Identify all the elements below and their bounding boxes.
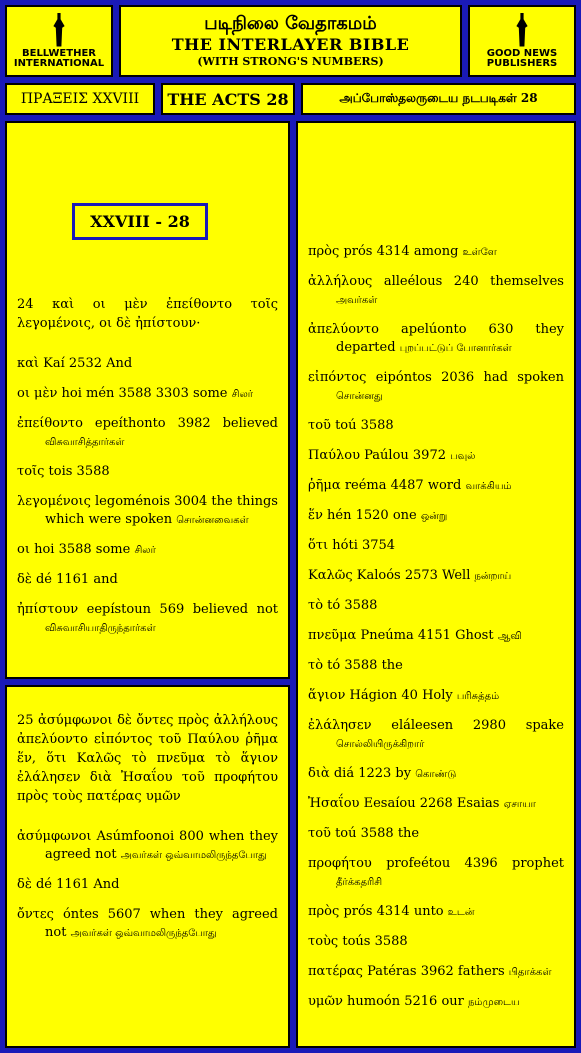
- greek-word: Καλῶς: [308, 568, 353, 583]
- left-logo-box: [2, 2, 116, 80]
- transliteration-gloss: tois 3588: [48, 464, 110, 479]
- tamil-gloss: உடன்: [447, 907, 475, 918]
- tamil-gloss: விசுவாசியாதிருந்தார்கள்: [45, 623, 156, 634]
- greek-word: ἐπείθοντο: [17, 416, 83, 431]
- tamil-gloss: புறப்பட்டுப் போனார்கள்: [399, 343, 512, 354]
- transliteration-gloss: hén 1520 one: [327, 508, 417, 523]
- transliteration-gloss: hoi mén 3588 3303 some: [61, 386, 228, 401]
- left-logo-line2: INTERNATIONAL: [13, 58, 105, 69]
- transliteration-gloss: reéma 4487 word: [344, 478, 462, 493]
- transliteration-gloss: Kaloós 2573 Well: [356, 568, 471, 583]
- word-entry: [308, 597, 564, 616]
- shepherd-icon: [514, 13, 530, 47]
- word-entry: [17, 828, 278, 865]
- greek-word: πρὸς: [308, 904, 340, 919]
- shepherd-icon: [51, 13, 67, 47]
- tamil-gloss: ஏசாயா: [503, 799, 536, 810]
- transliteration-gloss: diá 1223 by: [333, 766, 412, 781]
- word-entry: [308, 717, 564, 754]
- word-entry: [308, 321, 564, 358]
- greek-book-box: [2, 80, 158, 118]
- greek-word: πρὸς: [308, 244, 340, 259]
- word-entry: [17, 906, 278, 943]
- word-entry: [308, 567, 564, 586]
- right-logo-line1: GOOD NEWS: [486, 47, 558, 59]
- word-entry: [308, 855, 564, 892]
- verse-25-text: 25 ἀσύμφωνοι δὲ ὄντες πρὸς ἀλλήλους ἀπελύοντο εἰπόντος τοῦ Παύλου ῥῆμα ἕν, ὅτι Καλῶς τὸ πνεῦμα τὸ ἅγιον ἐλάλησεν διὰ Ἠσαΐου τοῦ προφήτου πρὸς τοὺς πατέρας υμῶν: [17, 713, 278, 804]
- verse-24-text: 24 καὶ οι μὲν ἐπείθοντο τοῖς λεγομένοις, οι δὲ ἠπίστουν·: [17, 297, 278, 331]
- transliteration-gloss: Asúmfoonoi 800 when they agreed not: [45, 829, 278, 862]
- word-entry: [308, 273, 564, 310]
- word-entry: [308, 993, 564, 1012]
- right-logo-box: [465, 2, 579, 80]
- transliteration-gloss: eláleesen 2980 spake: [391, 718, 565, 733]
- transliteration-gloss: Kaí 2532 And: [43, 356, 133, 371]
- transliteration-gloss: toú 3588 the: [335, 826, 420, 841]
- tamil-gloss: பவுல்: [450, 451, 476, 462]
- verse-25-continued-word-list: [308, 243, 564, 1012]
- greek-word: Παύλου: [308, 448, 360, 463]
- greek-word: ἀπελύοντο: [308, 322, 379, 337]
- bellwether-logo: [5, 5, 113, 77]
- english-book-title: THE ACTS 28: [161, 83, 295, 115]
- transliteration-gloss: apelúonto 630 they departed: [336, 322, 564, 355]
- greek-word: ἐλάλησεν: [308, 718, 372, 733]
- word-entry: [17, 541, 278, 560]
- greek-word: πατέρας: [308, 964, 363, 979]
- transliteration-gloss: Eesaíou 2268 Esaias: [363, 796, 500, 811]
- transliteration-gloss: eepístoun 569 believed not: [86, 602, 278, 617]
- verse-25-content: [5, 685, 290, 1048]
- word-entry: [17, 601, 278, 638]
- transliteration-gloss: óntes 5607 when they agreed not: [45, 907, 278, 940]
- verse-25-panel: [2, 682, 293, 1051]
- transliteration-gloss: alleélous 240 themselves: [383, 274, 564, 289]
- title-box: [116, 2, 465, 80]
- greek-word: τοὺς: [308, 934, 339, 949]
- title-area: [119, 5, 462, 77]
- word-entry: [308, 537, 564, 556]
- greek-word: ἕν: [308, 508, 323, 523]
- transliteration-gloss: Hágion 40 Holy: [349, 688, 453, 703]
- greek-word: ἠπίστουν: [17, 602, 79, 617]
- word-entry: [17, 493, 278, 530]
- english-book-box: [158, 80, 298, 118]
- tamil-gloss: உள்ளே: [462, 247, 497, 258]
- verse-25-word-list: [17, 828, 278, 943]
- greek-word: υμῶν: [308, 994, 343, 1009]
- greek-word: προφήτου: [308, 856, 372, 871]
- word-entry: [308, 507, 564, 526]
- verse-25-continued-panel: [293, 118, 579, 1051]
- tamil-gloss: சிலர்: [134, 545, 156, 556]
- tamil-gloss: விசுவாசித்தார்கள்: [45, 437, 125, 448]
- greek-word: οι μὲν: [17, 386, 58, 401]
- tamil-gloss: அவர்கள்: [336, 295, 378, 306]
- word-entry: [17, 415, 278, 452]
- greek-word: τὸ: [308, 658, 324, 673]
- verse-25-continued-content: [296, 121, 576, 1048]
- greek-word: οι: [17, 542, 30, 557]
- transliteration-gloss: tó 3588 the: [327, 658, 403, 673]
- title-subtitle: (WITH STRONG'S NUMBERS): [197, 55, 384, 68]
- tamil-book-title: அப்போஸ்தலருடைய நடபடிகள் 28: [301, 83, 576, 115]
- greek-word: τὸ: [308, 598, 324, 613]
- transliteration-gloss: toús 3588: [342, 934, 408, 949]
- transliteration-gloss: profeétou 4396 prophet: [386, 856, 564, 871]
- transliteration-gloss: Patéras 3962 fathers: [367, 964, 505, 979]
- tamil-gloss: வாக்கியம்: [465, 481, 512, 492]
- verse-24-word-list: [17, 355, 278, 638]
- tamil-gloss: கொண்டு: [415, 769, 457, 780]
- transliteration-gloss: toú 3588: [335, 418, 394, 433]
- word-entry: [17, 571, 278, 590]
- word-entry: [308, 825, 564, 844]
- tamil-gloss: சொன்னவைகள்: [176, 515, 249, 526]
- greek-word: ῥῆμα: [308, 478, 341, 493]
- transliteration-gloss: humoón 5216 our: [347, 994, 464, 1009]
- greek-word: διὰ: [308, 766, 330, 781]
- word-entry: [17, 355, 278, 374]
- word-entry: [17, 385, 278, 404]
- word-entry: [308, 933, 564, 952]
- word-entry: [308, 765, 564, 784]
- word-entry: [308, 795, 564, 814]
- tamil-gloss: தீர்க்கதரிசி: [336, 877, 383, 888]
- tamil-gloss: ஆவி: [497, 631, 522, 642]
- transliteration-gloss: Pneúma 4151 Ghost: [360, 628, 494, 643]
- greek-word: ἅγιον: [308, 688, 346, 703]
- tamil-gloss: பிதாக்கள்: [508, 967, 552, 978]
- tamil-gloss: அவர்கள் ஒவ்வாமலிருந்தபோது: [70, 928, 217, 939]
- word-entry: [17, 463, 278, 482]
- greek-word: πνεῦμα: [308, 628, 357, 643]
- greek-word: δὲ: [17, 572, 32, 587]
- word-entry: [308, 903, 564, 922]
- greek-word: ὅτι: [308, 538, 329, 553]
- word-entry: [308, 447, 564, 466]
- greek-word: εἰπόντος: [308, 370, 367, 385]
- transliteration-gloss: Paúlou 3972: [364, 448, 446, 463]
- greek-word: ὄντες: [17, 907, 54, 922]
- tamil-gloss: சொன்னது: [336, 391, 383, 402]
- word-entry: [308, 243, 564, 262]
- word-entry: [308, 417, 564, 436]
- word-entry: [308, 369, 564, 406]
- tamil-gloss: அவர்கள் ஒவ்வாமலிருந்தபோது: [120, 850, 267, 861]
- transliteration-gloss: dé 1161 And: [35, 877, 120, 892]
- word-entry: [308, 657, 564, 676]
- tamil-gloss: பரிசுத்தம்: [456, 691, 500, 702]
- goodnews-logo: [468, 5, 576, 77]
- chapter-badge: XXVIII - 28: [72, 203, 208, 240]
- transliteration-gloss: tó 3588: [327, 598, 378, 613]
- greek-word: Ἠσαΐου: [308, 796, 360, 811]
- greek-word: τοῦ: [308, 826, 331, 841]
- transliteration-gloss: legoménois 3004 the things which were spoken: [45, 494, 278, 527]
- greek-word: ἀλλήλους: [308, 274, 373, 289]
- transliteration-gloss: dé 1161 and: [35, 572, 118, 587]
- greek-word: καὶ: [17, 356, 40, 371]
- transliteration-gloss: eipóntos 2036 had spoken: [375, 370, 564, 385]
- word-entry: [17, 876, 278, 895]
- greek-word: τοῦ: [308, 418, 331, 433]
- tamil-gloss: சிலர்: [231, 389, 253, 400]
- word-entry: [308, 627, 564, 646]
- tamil-book-box: [298, 80, 579, 118]
- greek-book-title: ΠΡΑΞΕΙΣ XXVIII: [5, 83, 155, 115]
- greek-word: λεγομένοις: [17, 494, 91, 509]
- title-tamil: படிநிலை வேதாகமம்: [204, 13, 377, 34]
- left-logo-line1: BELLWETHER: [21, 47, 96, 59]
- right-logo-line2: PUBLISHERS: [486, 58, 558, 69]
- word-entry: [308, 687, 564, 706]
- title-english: THE INTERLAYER BIBLE: [171, 35, 410, 54]
- transliteration-gloss: hoi 3588 some: [34, 542, 131, 557]
- tamil-gloss: சொல்லியிருக்கிறார்: [336, 739, 425, 750]
- greek-word: τοῖς: [17, 464, 45, 479]
- word-entry: [308, 477, 564, 496]
- tamil-gloss: நம்முடைய: [468, 997, 520, 1008]
- transliteration-gloss: prós 4314 among: [343, 244, 459, 259]
- greek-word: ἀσύμφωνοι: [17, 829, 92, 844]
- tamil-gloss: ஒன்று: [420, 511, 448, 522]
- transliteration-gloss: hóti 3754: [332, 538, 396, 553]
- transliteration-gloss: prós 4314 unto: [343, 904, 444, 919]
- word-entry: [308, 963, 564, 982]
- tamil-gloss: நன்றாய்: [474, 571, 512, 582]
- transliteration-gloss: epeíthonto 3982 believed: [94, 416, 278, 431]
- greek-word: δὲ: [17, 877, 32, 892]
